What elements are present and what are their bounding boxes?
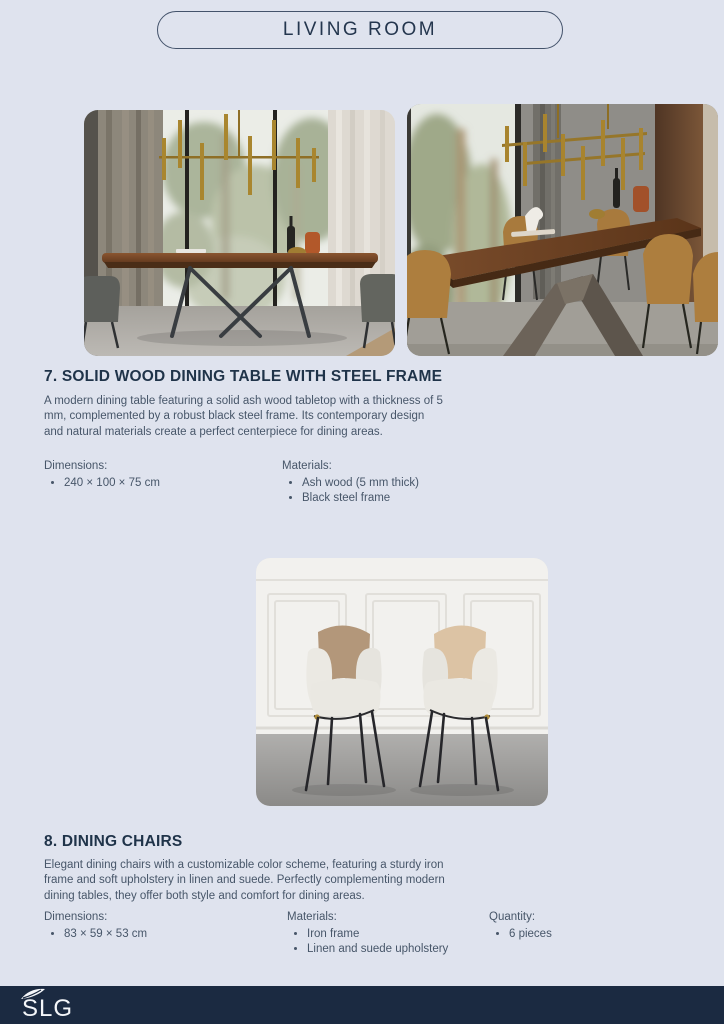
section-7-dimensions-group: [44, 459, 160, 491]
page-title: LIVING ROOM: [282, 19, 438, 40]
materials-label: Materials:: [282, 460, 332, 472]
section-8-quantity-group: [489, 910, 552, 942]
dining-table-front-scene: [84, 110, 395, 356]
material-item: • Black steel frame: [302, 491, 419, 507]
dimensions-list: [44, 927, 147, 943]
dining-table-front-view-photo: [84, 110, 395, 356]
material-item: • Iron frame: [307, 927, 448, 943]
quantity-item: • 6 pieces: [509, 927, 552, 943]
dimension-item: • 240 × 100 × 75 cm: [64, 476, 160, 492]
materials-list: [282, 476, 419, 507]
section-8-description: Elegant dining chairs with a customizable color scheme, featuring a sturdy iron frame and soft upholstery in linen and suede. Perfectly complementing modern dining tables, they offer both style and comfort for dining areas.: [44, 858, 445, 902]
section-7-spec-columns: [44, 459, 680, 519]
materials-list: [287, 927, 448, 958]
dining-table-angle-scene: [407, 104, 718, 356]
section-8-title: 8. DINING CHAIRS: [44, 832, 183, 850]
dimensions-label: Dimensions:: [44, 460, 108, 472]
dining-chairs-pair-photo: [256, 558, 548, 806]
section-7-materials-group: [282, 459, 419, 507]
footer-bar: [0, 986, 724, 1024]
section-7-title: 7. SOLID WOOD DINING TABLE WITH STEEL FRAME: [44, 367, 443, 385]
materials-label: Materials:: [287, 911, 337, 923]
page-title-pill: [157, 11, 563, 49]
quantity-label: Quantity:: [489, 911, 536, 923]
dining-table-angled-view-photo: [407, 104, 718, 356]
quantity-list: [489, 927, 552, 943]
material-item: • Ash wood (5 mm thick): [302, 476, 419, 492]
dimensions-list: [44, 476, 160, 492]
dimensions-label: Dimensions:: [44, 911, 108, 923]
dimension-item: • 83 × 59 × 53 cm: [64, 927, 147, 943]
material-item: • Linen and suede upholstery: [307, 942, 448, 958]
dining-chairs-scene: [256, 558, 548, 806]
section-7-description: A modern dining table featuring a solid ash wood tabletop with a thickness of 5 mm, complemented by a robust black steel frame. Its contemporary design and natural materials create a perfect centerpiece for dining areas.: [44, 394, 443, 438]
section-8-materials-group: [287, 910, 448, 958]
logo-text: SLG: [22, 995, 74, 1022]
section-8-spec-columns: [44, 910, 680, 970]
section-8-dimensions-group: [44, 910, 147, 942]
